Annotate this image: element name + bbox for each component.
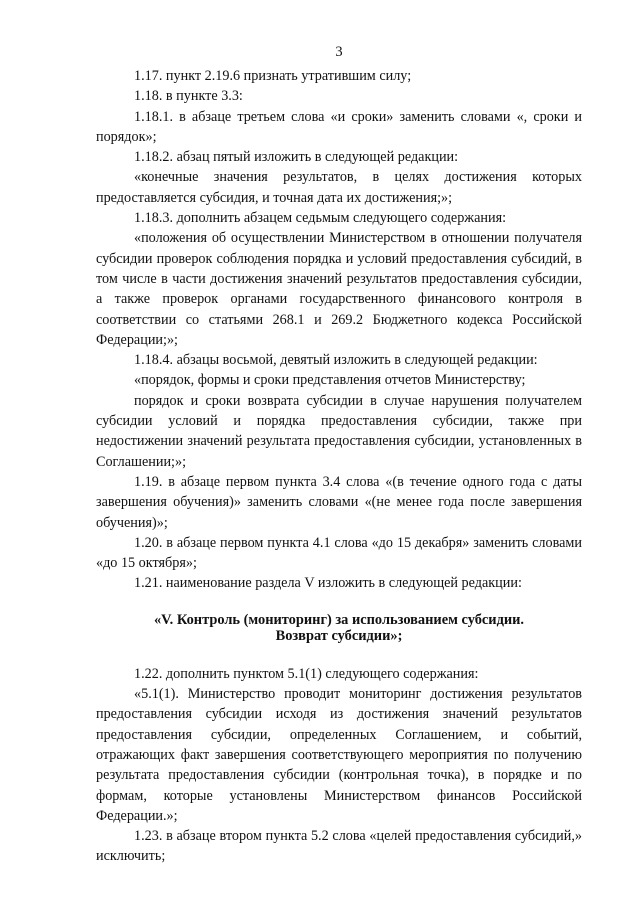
paragraph-1-20: 1.20. в абзаце первом пункта 4.1 слова «до 15 декабря» заменить словами «до 15 октября»; [96,534,582,572]
paragraph-1-18-4: 1.18.4. абзацы восьмой, девятый изложить в следующей редакции: [134,352,538,369]
paragraph-quote-final-values: «конечные значения результатов, в целях достижения которых предоставляется субсидия, и точная дата их достижения;»; [96,169,582,206]
paragraph-1-23: 1.23. в абзаце втором пункта 5.2 слова «целей предоставления субсидий,» исключить; [96,828,582,865]
paragraph-1-22: 1.22. дополнить пунктом 5.1(1) следующего содержания: [134,665,479,682]
paragraph-quote-5-1-1: «5.1(1). Министерство проводит мониторинг достижения результатов предоставления субсидии исходя из достижения значений результатов предоставления субсидии, определенных Соглашением, и событий, отражающих факт завершения соответствующего мероприятия по получению результата предоставления субсидии (контрольная точка), в порядке и по формам, которые установлены Министерством финансов Российской Федерации.»; [96,686,582,824]
document-body [96,66,582,867]
paragraph-1-18-2: 1.18.2. абзац пятый изложить в следующей редакции: [134,149,459,166]
paragraph-1-18-3: 1.18.3. дополнить абзацем седьмым следующего содержания: [134,210,507,227]
page-number: 3 [335,44,343,60]
paragraph-quote-reports: «порядок, формы и сроки представления отчетов Министерству; [134,372,526,389]
section-heading-line-1: «V. Контроль (мониторинг) за использованием субсидии. [153,611,525,628]
section-heading-line-2: Возврат субсидии»; [275,627,403,644]
section-heading [96,612,582,644]
paragraph-1-19: 1.19. в абзаце первом пункта 3.4 слова «(в течение одного года с даты завершения обучения)» заменить словами «(не менее года после завершения обучения)»; [96,473,582,531]
paragraph-1-18: 1.18. в пункте 3.3: [134,88,243,105]
paragraph-1-18-1: 1.18.1. в абзаце третьем слова «и сроки» заменить словами «, сроки и порядок»; [96,108,582,145]
paragraph-quote-inspections: «положения об осуществлении Министерством в отношении получателя субсидии проверок соблюдения порядка и условий предоставления субсидий, в том числе в части достижения значений результатов предоставления субсидии, а также проверок органами государственного финансового контроля в соответствии со статьями 268.1 и 269.2 Бюджетного кодекса Российской Федерации;»; [96,230,582,348]
paragraph-1-17: 1.17. пункт 2.19.6 признать утратившим силу; [134,68,412,84]
paragraph-1-21: 1.21. наименование раздела V изложить в следующей редакции: [134,575,522,592]
paragraph-return-procedure: порядок и сроки возврата субсидии в случае нарушения получателем субсидии условий и порядка предоставления субсидии, также при недостижении значений результата предоставления субсидии, установленных в Соглашении;»; [96,392,582,470]
